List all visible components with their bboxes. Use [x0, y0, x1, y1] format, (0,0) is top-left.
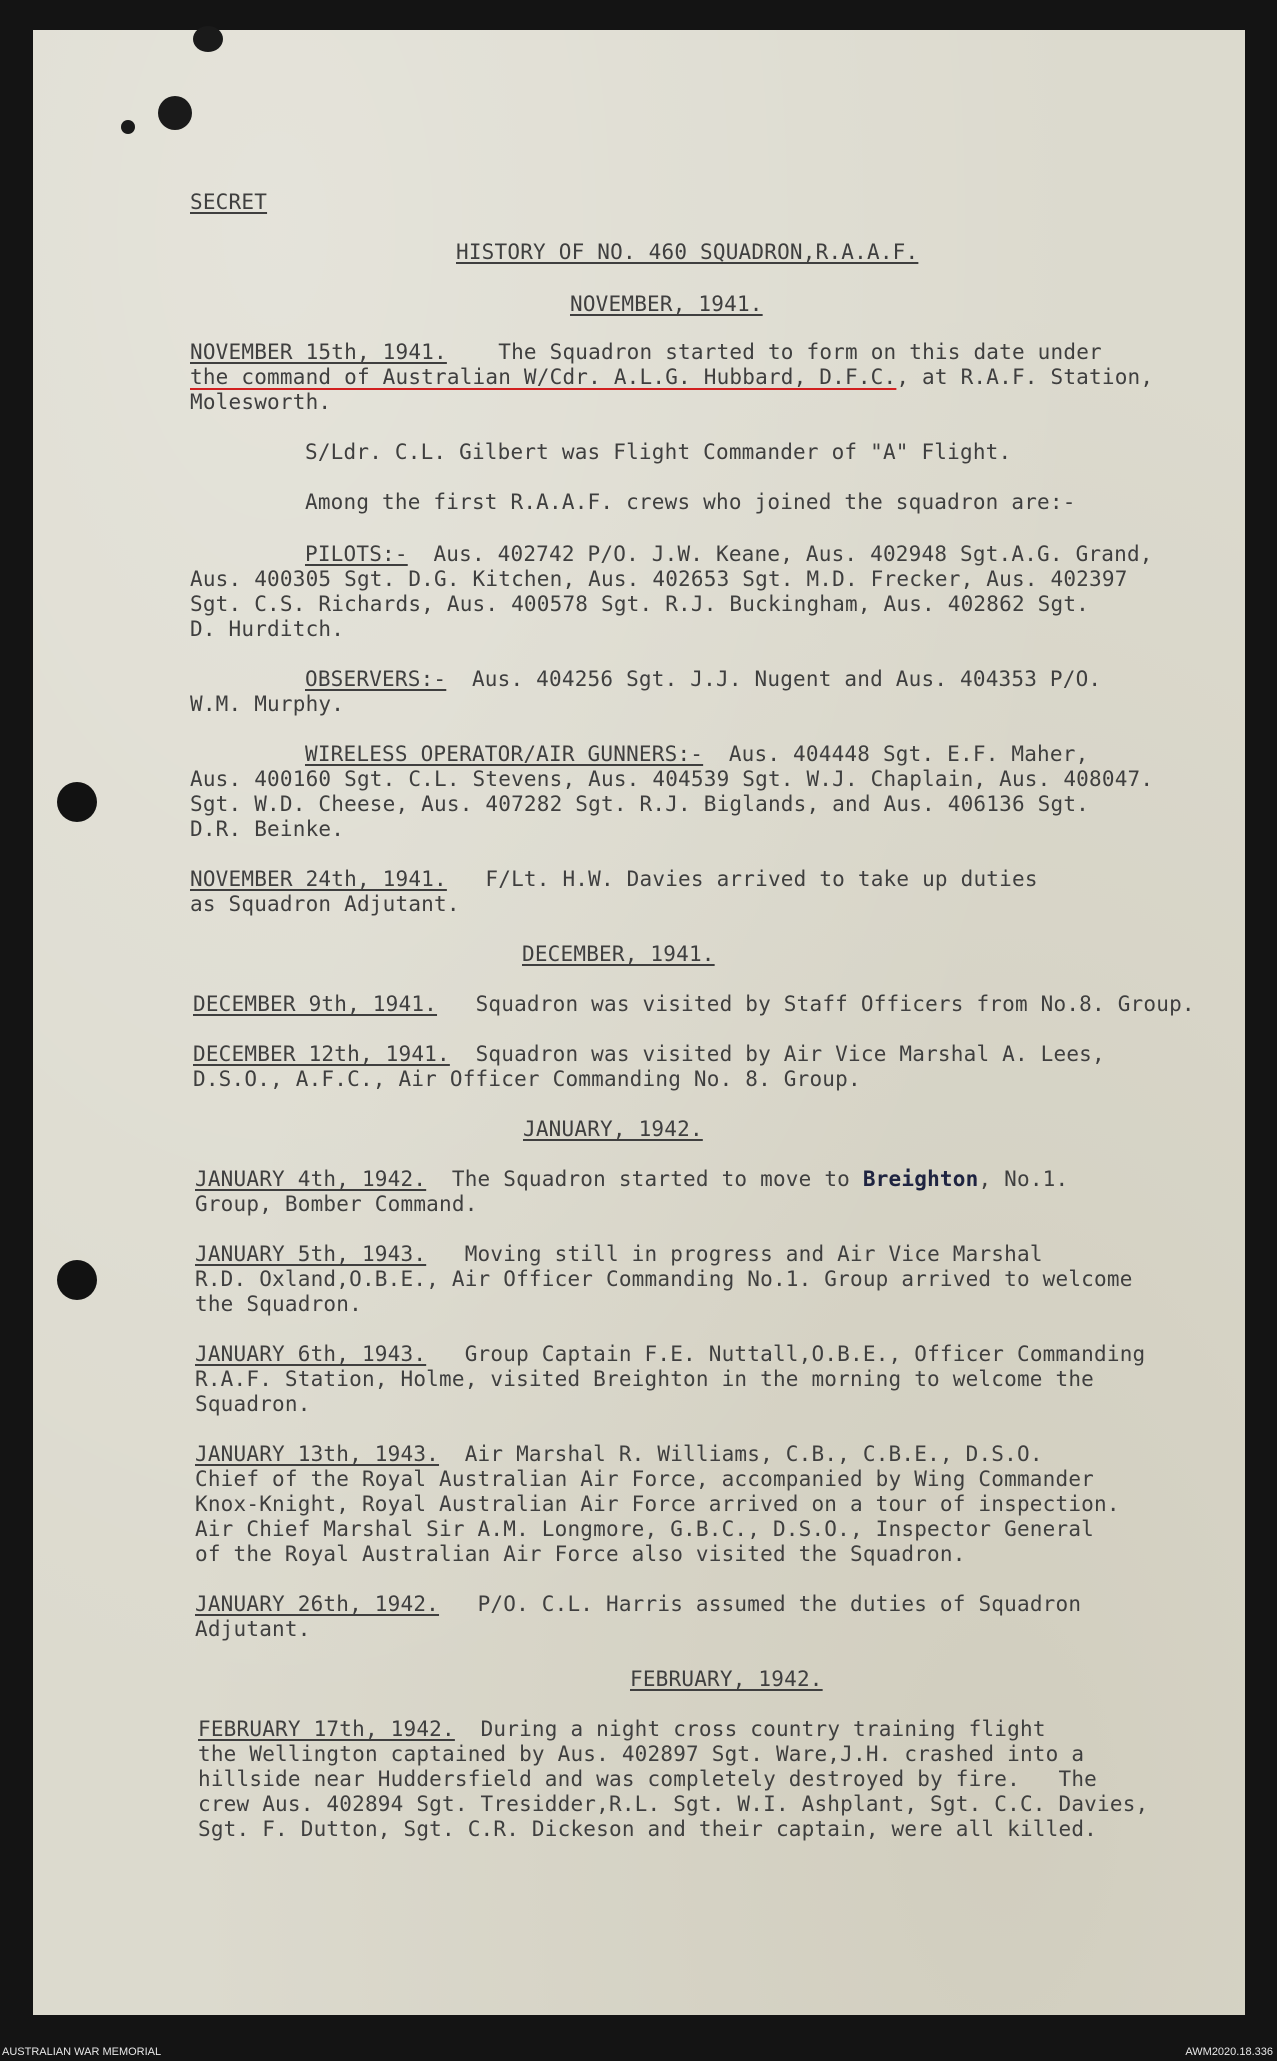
entry-date: JANUARY 13th, 1943. — [195, 1442, 440, 1466]
entry-feb-17-line-3: hillside near Huddersfield and was completely destroyed by fire. The — [198, 1767, 1098, 1791]
entry-nov-24-line-1 — [190, 867, 1038, 892]
entry-date: NOVEMBER 24th, 1941. — [190, 867, 447, 891]
observers-line-1 — [305, 667, 1101, 692]
entry-jan-13-line-2: Chief of the Royal Australian Air Force, accompanied by Wing Commander — [195, 1467, 1095, 1491]
entry-date: JANUARY 6th, 1943. — [195, 1342, 427, 1366]
entry-dec-9-line-1 — [193, 992, 1195, 1017]
pilots-label: PILOTS:- — [305, 542, 408, 566]
entry-date: FEBRUARY 17th, 1942. — [198, 1717, 455, 1741]
entry-jan-6-line-3: Squadron. — [195, 1392, 311, 1416]
handwritten-place-name: Breighton — [862, 1167, 979, 1191]
entry-jan-4-line-1 — [195, 1167, 1068, 1192]
entry-feb-17-line-5: Sgt. F. Dutton, Sgt. C.R. Dickeson and their captain, were all killed. — [198, 1817, 1098, 1841]
entry-text: The Squadron started to form on this date under — [498, 340, 1102, 364]
entry-jan-6-line-1 — [195, 1342, 1145, 1367]
entry-dec-12-line-2: D.S.O., A.F.C., Air Officer Commanding No. 8. Group. — [193, 1067, 861, 1091]
entry-jan-26-line-2: Adjutant. — [195, 1617, 311, 1641]
entry-text: The Squadron started to move to — [451, 1167, 863, 1191]
punch-hole-lower — [57, 1260, 97, 1300]
pilots-line-1 — [305, 542, 1153, 567]
entry-dec-12-line-1 — [193, 1042, 1105, 1067]
entry-text: , No.1. — [978, 1167, 1069, 1191]
section-heading-november-1941: NOVEMBER, 1941. — [570, 292, 763, 316]
entry-feb-17-line-4: crew Aus. 402894 Sgt. Tresidder,R.L. Sgt. W.I. Ashplant, Sgt. C.C. Davies, — [198, 1792, 1149, 1816]
pilots-line-2: Aus. 400305 Sgt. D.G. Kitchen, Aus. 402653 Sgt. M.D. Frecker, Aus. 402397 — [190, 567, 1128, 591]
entry-jan-6-line-2: R.A.F. Station, Holme, visited Breighton in the morning to welcome the — [195, 1367, 1095, 1391]
entry-jan-26-line-1 — [195, 1592, 1081, 1617]
document-title: HISTORY OF NO. 460 SQUADRON,R.A.A.F. — [456, 240, 919, 264]
section-heading-february-1942: FEBRUARY, 1942. — [630, 1667, 823, 1691]
classification-label: SECRET — [190, 190, 268, 214]
wop-label: WIRELESS OPERATOR/AIR GUNNERS:- — [305, 742, 704, 766]
section-heading-december-1941: DECEMBER, 1941. — [522, 942, 715, 966]
pilots-line-3: Sgt. C.S. Richards, Aus. 400578 Sgt. R.J. Buckingham, Aus. 402862 Sgt. — [190, 592, 1090, 616]
entry-jan-5-line-2: R.D. Oxland,O.B.E., Air Officer Commanding No.1. Group arrived to welcome — [195, 1267, 1133, 1291]
ink-stain-small — [121, 120, 135, 134]
entry-jan-13-line-4: Air Chief Marshal Sir A.M. Longmore, G.B.C., D.S.O., Inspector General — [195, 1517, 1095, 1541]
entry-text: During a night cross country training flight — [480, 1717, 1046, 1741]
entry-jan-4-line-2: Group, Bomber Command. — [195, 1192, 478, 1216]
paragraph-among: Among the first R.A.A.F. crews who joined the squadron are:- — [305, 490, 1076, 514]
entry-text: P/O. C.L. Harris assumed the duties of Squadron — [477, 1592, 1082, 1616]
entry-text: Aus. 404448 Sgt. E.F. Maher, — [728, 742, 1089, 766]
entry-text: , at R.A.F. Station, — [896, 365, 1154, 389]
entry-text: Air Marshal R. Williams, C.B., C.B.E., D.S.O. — [464, 1442, 1043, 1466]
paragraph-gilbert: S/Ldr. C.L. Gilbert was Flight Commander of "A" Flight. — [305, 440, 1012, 464]
red-underlined-text: the command of Australian W/Cdr. A.L.G. Hubbard, D.F.C. — [190, 365, 897, 389]
entry-date: DECEMBER 12th, 1941. — [193, 1042, 450, 1066]
wop-line-4: D.R. Beinke. — [190, 817, 345, 841]
entry-jan-5-line-3: the Squadron. — [195, 1292, 362, 1316]
entry-text: Group Captain F.E. Nuttall,O.B.E., Officer Commanding — [464, 1342, 1146, 1366]
entry-feb-17-line-2: the Wellington captained by Aus. 402897 Sgt. Ware,J.H. crashed into a — [198, 1742, 1085, 1766]
punch-hole-upper — [57, 782, 97, 822]
entry-nov-15-line-3: Molesworth. — [190, 390, 332, 414]
entry-nov-15-line-1 — [190, 340, 1102, 365]
entry-text: Aus. 404256 Sgt. J.J. Nugent and Aus. 404353 P/O. — [471, 667, 1102, 691]
entry-date: JANUARY 4th, 1942. — [195, 1167, 427, 1191]
section-heading-january-1942: JANUARY, 1942. — [523, 1117, 703, 1141]
entry-jan-13-line-3: Knox-Knight, Royal Australian Air Force arrived on a tour of inspection. — [195, 1492, 1120, 1516]
entry-text: Aus. 402742 P/O. J.W. Keane, Aus. 402948 Sgt.A.G. Grand, — [433, 542, 1153, 566]
entry-jan-5-line-1 — [195, 1242, 1043, 1267]
ink-stain-left — [158, 96, 192, 130]
entry-text: Squadron was visited by Air Vice Marshal A. Lees, — [475, 1042, 1105, 1066]
footer-institution: AUSTRALIAN WAR MEMORIAL — [2, 2046, 162, 2058]
entry-date: JANUARY 26th, 1942. — [195, 1592, 440, 1616]
entry-text: Squadron was visited by Staff Officers from No.8. Group. — [475, 992, 1195, 1016]
entry-nov-15-line-2 — [190, 365, 1153, 390]
observers-label: OBSERVERS:- — [305, 667, 447, 691]
wop-line-3: Sgt. W.D. Cheese, Aus. 407282 Sgt. R.J. Biglands, and Aus. 406136 Sgt. — [190, 792, 1090, 816]
wop-line-1 — [305, 742, 1088, 767]
ink-stain-top — [193, 26, 223, 52]
entry-jan-13-line-5: of the Royal Australian Air Force also visited the Squadron. — [195, 1542, 966, 1566]
footer-accession-number: AWM2020.18.336 — [1185, 2046, 1273, 2058]
entry-text: Moving still in progress and Air Vice Marshal — [464, 1242, 1043, 1266]
wop-line-2: Aus. 400160 Sgt. C.L. Stevens, Aus. 404539 Sgt. W.J. Chaplain, Aus. 408047. — [190, 767, 1154, 791]
entry-feb-17-line-1 — [198, 1717, 1046, 1742]
document-page — [33, 30, 1245, 2015]
entry-date: DECEMBER 9th, 1941. — [193, 992, 438, 1016]
observers-line-2: W.M. Murphy. — [190, 692, 345, 716]
pilots-line-4: D. Hurditch. — [190, 617, 345, 641]
entry-date: JANUARY 5th, 1943. — [195, 1242, 427, 1266]
entry-date: NOVEMBER 15th, 1941. — [190, 340, 447, 364]
entry-nov-24-line-2: as Squadron Adjutant. — [190, 892, 460, 916]
entry-text: F/Lt. H.W. Davies arrived to take up duties — [485, 867, 1038, 891]
entry-jan-13-line-1 — [195, 1442, 1043, 1467]
